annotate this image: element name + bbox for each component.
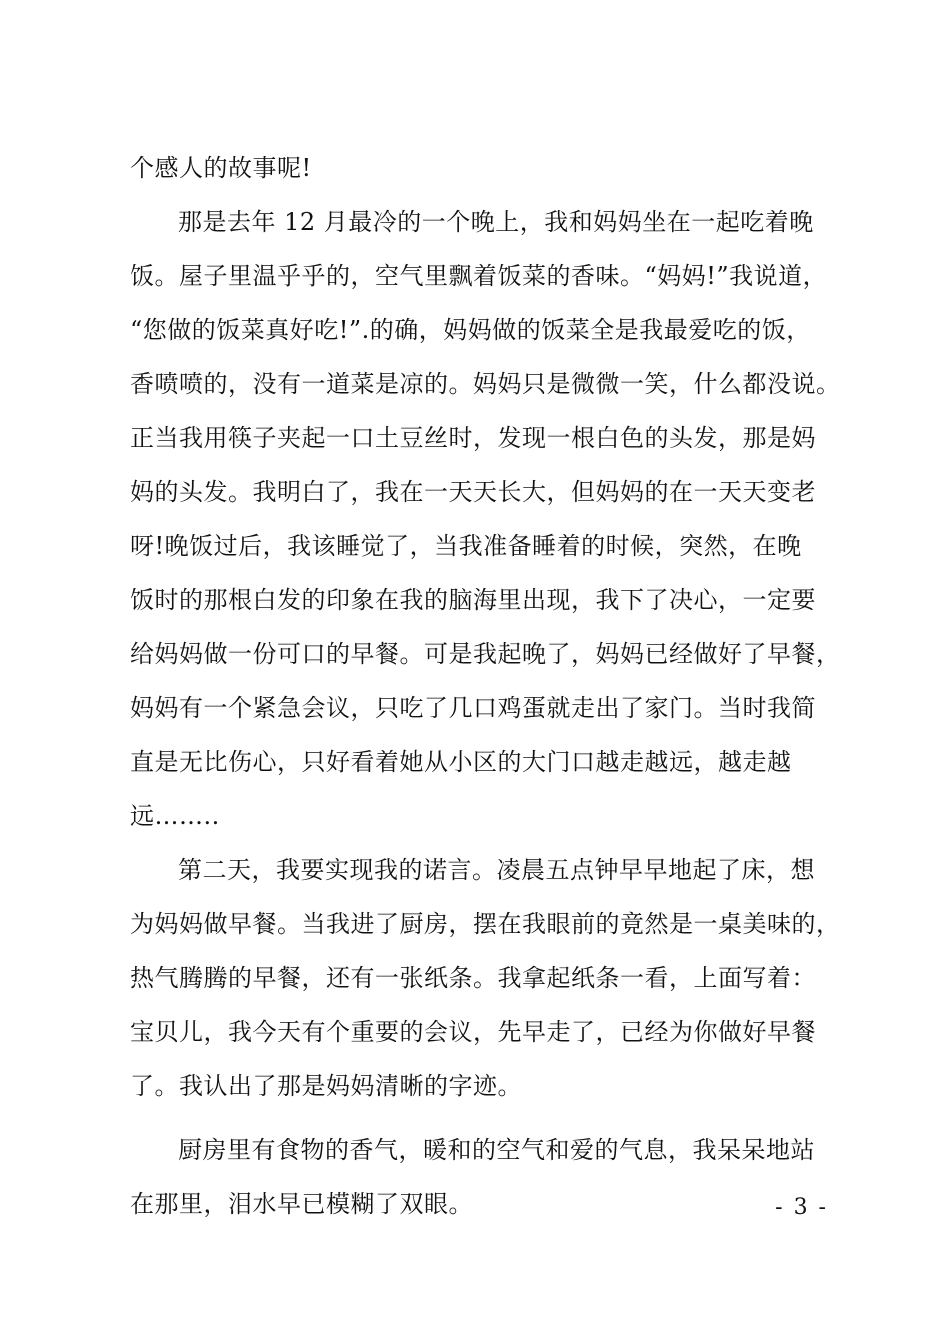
text-line: 在那里，泪水早已模糊了双眼。 [130, 1190, 473, 1218]
text-line: 饭。屋子里温乎乎的，空气里飘着饭菜的香味。“妈妈!”我说道， [130, 262, 828, 290]
text-line: 饭时的那根白发的印象在我的脑海里出现，我下了决心，一定要 [130, 586, 816, 614]
text-line: “您做的饭菜真好吃!”.的确，妈妈做的饭菜全是我最爱吃的饭， [130, 316, 811, 344]
text-line: 厨房里有食物的香气，暖和的空气和爱的气息，我呆呆地站 [178, 1136, 815, 1164]
text-line: 为妈妈做早餐。当我进了厨房，摆在我眼前的竟然是一桌美味的， [130, 910, 841, 938]
text-line: 宝贝儿，我今天有个重要的会议，先早走了，已经为你做好早餐 [130, 1018, 816, 1046]
text-line: 直是无比伤心，只好看着她从小区的大门口越走越远，越走越 [130, 748, 792, 776]
text-line: 个感人的故事呢! [130, 154, 312, 182]
text-line: 了。我认出了那是妈妈清晰的字迹。 [130, 1072, 522, 1100]
text-line: 热气腾腾的早餐，还有一张纸条。我拿起纸条一看，上面写着： [130, 964, 816, 992]
text-line: 那是去年 12 月最冷的一个晚上，我和妈妈坐在一起吃着晚 [178, 208, 814, 236]
page-number: - 3 - [775, 1195, 828, 1220]
text-line: 妈的头发。我明白了，我在一天天长大，但妈妈的在一天天变老 [130, 478, 816, 506]
text-line: 呀!晚饭过后，我该睡觉了，当我准备睡着的时候，突然，在晚 [130, 532, 802, 560]
text-line: 第二天，我要实现我的诺言。凌晨五点钟早早地起了床，想 [178, 856, 815, 884]
text-line: 远…….. [130, 802, 220, 830]
text-line: 妈妈有一个紧急会议，只吃了几口鸡蛋就走出了家门。当时我简 [130, 694, 816, 722]
text-line: 给妈妈做一份可口的早餐。可是我起晚了，妈妈已经做好了早餐， [130, 640, 841, 668]
text-line: 香喷喷的，没有一道菜是凉的。妈妈只是微微一笑，什么都没说。 [130, 370, 841, 398]
text-line: 正当我用筷子夹起一口土豆丝时，发现一根白色的头发，那是妈 [130, 424, 816, 452]
